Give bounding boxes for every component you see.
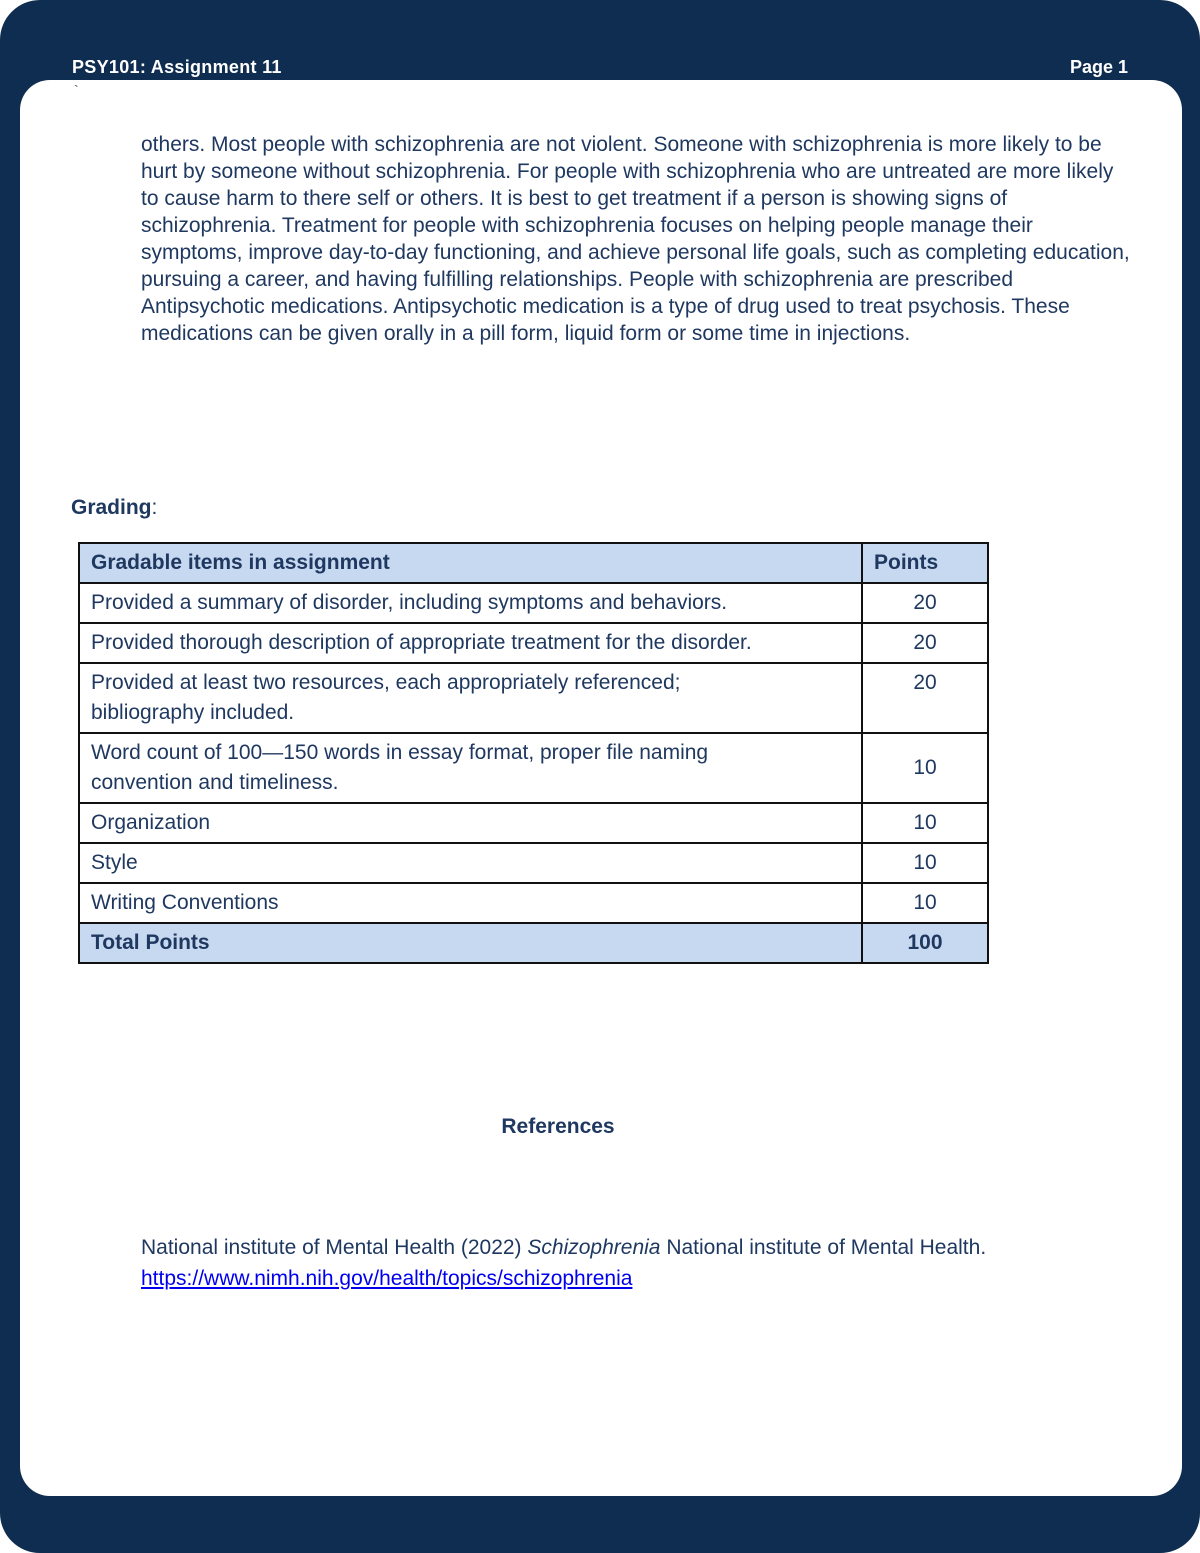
row-points: 20 — [862, 623, 988, 663]
grading-label — [71, 496, 157, 520]
citation-author: National institute of Mental Health (2022) — [141, 1236, 528, 1259]
row-points: 20 — [862, 583, 988, 623]
row-item: Organization — [79, 803, 862, 843]
row-points: 10 — [862, 843, 988, 883]
row-item: Provided thorough description of appropriate treatment for the disorder. — [79, 623, 862, 663]
table-row — [79, 623, 988, 663]
column-header-points: Points — [862, 543, 988, 583]
table-row — [79, 843, 988, 883]
row-item: Style — [79, 843, 862, 883]
row-points: 10 — [862, 733, 988, 803]
document-header-title: PSY101: Assignment 11 — [72, 57, 282, 77]
table-row — [79, 583, 988, 623]
row-points: 20 — [862, 663, 988, 733]
stray-mark: ` — [74, 82, 79, 98]
total-points: 100 — [862, 923, 988, 963]
grading-table — [78, 542, 989, 964]
citation-title: Schizophrenia — [527, 1236, 661, 1259]
row-points: 10 — [862, 883, 988, 923]
page-number: Page 1 — [1069, 57, 1128, 77]
references-heading: References — [501, 1115, 615, 1138]
table-row — [79, 883, 988, 923]
row-item: Word count of 100—150 words in essay format, proper file naming convention and timeliness. — [79, 733, 862, 803]
row-item: Provided at least two resources, each appropriately referenced; bibliography included. — [79, 663, 862, 733]
essay-paragraph: others. Most people with schizophrenia are not violent. Someone with schizophrenia is more likely to be hurt by someone without schizophrenia. For people with schizophrenia who are untreated are more likely to cause harm to there self or others. It is best to get treatment if a person is showing signs of schizophrenia. Treatment for people with schizophrenia focuses on helping people manage their symptoms, improve day-to-day functioning, and achieve personal life goals, such as completing education, pursuing a career, and having fulfilling relationships. People with schizophrenia are prescribed Antipsychotic medications. Antipsychotic medication is a type of drug used to treat psychosis. These medications can be given orally in a pill form, liquid form or some time in injections. — [141, 133, 1130, 345]
row-points: 10 — [862, 803, 988, 843]
reference-citation — [141, 1232, 1131, 1294]
table-row — [79, 803, 988, 843]
total-label: Total Points — [79, 923, 862, 963]
row-item: Provided a summary of disorder, including symptoms and behaviors. — [79, 583, 862, 623]
row-item: Writing Conventions — [79, 883, 862, 923]
reference-link[interactable]: https://www.nimh.nih.gov/health/topics/schizophrenia — [141, 1267, 633, 1290]
table-row — [79, 733, 988, 803]
grading-label-text: Grading — [71, 496, 152, 519]
column-header-items: Gradable items in assignment — [79, 543, 862, 583]
table-row — [79, 663, 988, 733]
grading-table-header — [79, 543, 988, 583]
citation-publisher: National institute of Mental Health. — [660, 1236, 987, 1259]
grading-label-colon: : — [151, 496, 158, 519]
total-row — [79, 923, 988, 963]
